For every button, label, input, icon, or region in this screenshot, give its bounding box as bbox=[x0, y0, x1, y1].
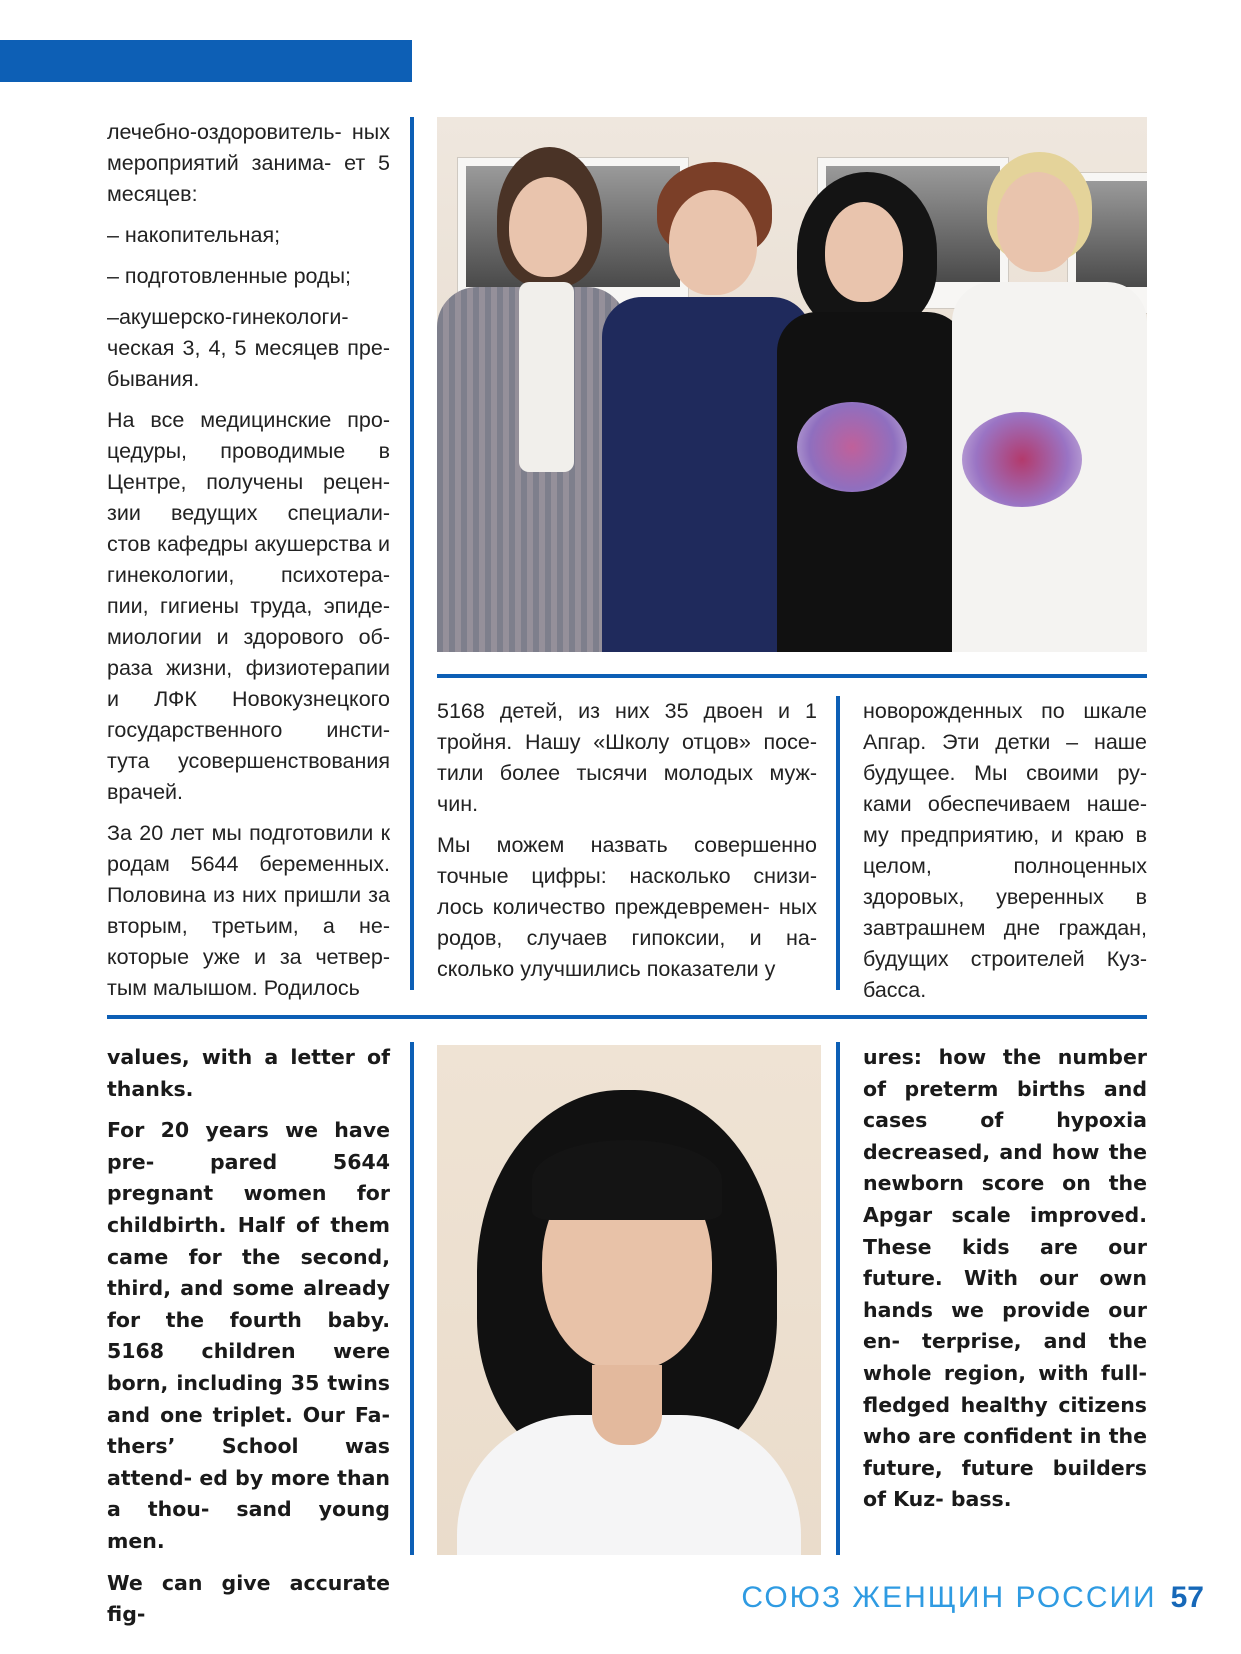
en-right-paragraph-1: ures: how the number of preterm births and cases of hypoxia decreased, and how the newborn score on the Apgar scale improved. These kids are our future. With our own hands we provide our en- terprise, and the whole region, with full-fledged healthy citizens who are confident in the future, future builders of Kuz- bass. bbox=[863, 1045, 1147, 1512]
ru-left-paragraph-1: лечебно-оздоровитель- ных мероприятий занима- ет 5 месяцев: bbox=[107, 120, 390, 206]
footer-organization: СОЮЗ ЖЕНЩИН РОССИИ bbox=[741, 1581, 1157, 1614]
ru-left-paragraph-2: – накопительная; bbox=[107, 223, 281, 247]
section-divider bbox=[107, 1015, 1147, 1019]
header-color-bar bbox=[0, 40, 412, 82]
ru-left-paragraph-4: –акушерско-гинекологи- ческая 3, 4, 5 месяцев пре- бывания. bbox=[107, 305, 390, 391]
en-left-paragraph-1: values, with a letter of thanks. bbox=[107, 1045, 390, 1101]
en-left-column bbox=[107, 1042, 390, 1641]
ru-left-paragraph-5: На все медицинские про- цедуры, проводимые в Центре, получены рецен- зии ведущих специали- стов кафедры акушерства и гинекологии, психотера- пии, гигиены труда, эпиде- миологии и здорового об- раза жизни, физиотерапии и ЛФК Новокузнецкого государственного инсти- тута усовершенствования врачей. bbox=[107, 408, 390, 804]
ru-middle-paragraph-1: 5168 детей, из них 35 двоен и 1 тройня. Нашу «Школу отцов» посе- тили более тысячи молодых муж- чин. bbox=[437, 699, 817, 816]
en-right-column bbox=[863, 1042, 1147, 1526]
section-divider bbox=[437, 674, 1147, 678]
ru-left-paragraph-3: – подготовленные роды; bbox=[107, 264, 351, 288]
group-photo bbox=[437, 117, 1147, 652]
ru-right-column bbox=[863, 696, 1147, 1016]
column-divider bbox=[836, 1042, 840, 1555]
person-figure bbox=[437, 147, 627, 652]
ru-right-paragraph-1: новорожденных по шкале Апгар. Эти детки – наше будущее. Мы своими ру- ками обеспечиваем наше- му предприятию, и краю в целом, полноценных здоровых, уверенных в завтрашнем дне граждан, будущих строителей Куз- басса. bbox=[863, 699, 1147, 1002]
ru-middle-paragraph-2: Мы можем назвать совершенно точные цифры: насколько снизи- лось количество преждевремен- ных родов, случаев гипоксии, и на- сколько улучшились показатели у bbox=[437, 833, 817, 981]
person-figure bbox=[952, 152, 1147, 652]
portrait-photo bbox=[437, 1045, 821, 1555]
column-divider bbox=[836, 696, 840, 990]
ru-left-paragraph-6: За 20 лет мы подготовили к родам 5644 беременных. Половина из них пришли за вторым, третьим, а не- которые уже и за четвер- тым малышом. Родилось bbox=[107, 821, 390, 1000]
ru-middle-column bbox=[437, 696, 817, 995]
page-number: 57 bbox=[1170, 1581, 1204, 1614]
person-figure bbox=[777, 172, 967, 652]
page-footer bbox=[741, 1581, 1204, 1615]
ru-left-column bbox=[107, 117, 390, 1014]
column-divider bbox=[410, 117, 414, 990]
en-left-paragraph-2: For 20 years we have pre- pared 5644 pregnant women for childbirth. Half of them came for the second, third, and some already for the fourth baby. 5168 children were born, including 35 twins and one triplet. Our Fa- thers’ School was attend- ed by more than a thou- sand young men. bbox=[107, 1118, 390, 1553]
en-left-paragraph-3: We can give accurate fig- bbox=[107, 1570, 390, 1627]
column-divider bbox=[410, 1042, 414, 1555]
